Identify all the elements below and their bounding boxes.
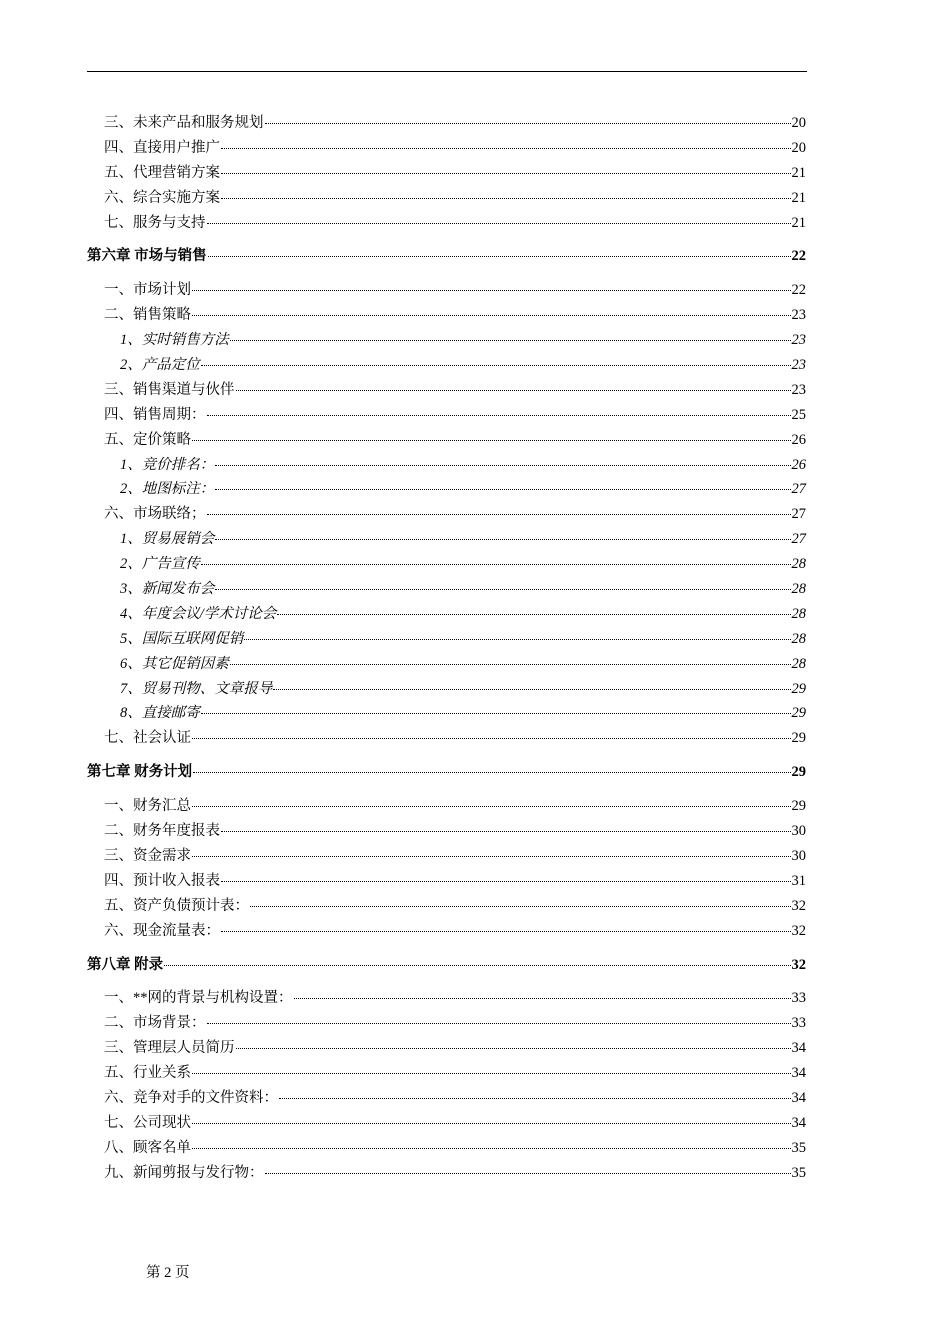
toc-entry-page-number: 30 [791,847,806,864]
toc-entry-label: 7、贸易刊物、文章报导 [120,680,273,697]
toc-entry-label: 6、其它促销因素 [120,655,229,672]
toc-entry[interactable] [87,211,806,236]
toc-entry-page-number: 34 [791,1065,806,1082]
toc-entry-page-number: 29 [791,730,806,747]
toc-entry-page-number: 32 [791,897,806,914]
dot-leader [221,147,791,149]
toc-entry-label: 4、年度会议/学术讨论会 [120,605,277,622]
toc-entry-page-number: 34 [791,1040,806,1057]
toc-entry-label: 2、产品定位 [120,357,200,374]
dot-leader [215,488,790,490]
toc-entry[interactable] [87,1011,806,1036]
toc-entry[interactable] [87,111,806,136]
dot-leader [244,638,790,640]
toc-entry-label: 六、市场联络； [104,506,206,523]
toc-entry-page-number: 32 [791,922,806,939]
toc-entry[interactable] [87,303,806,328]
toc-entry-page-number: 34 [791,1089,806,1106]
toc-entry-page-number: 21 [791,189,806,206]
toc-entry-label: 1、贸易展销会 [120,531,215,548]
toc-entry-label: 六、综合实施方案 [104,189,220,206]
toc-entry[interactable] [87,1136,806,1161]
dot-leader [192,289,791,291]
dot-leader [236,1047,791,1049]
toc-entry[interactable] [87,1086,806,1111]
toc-entry-page-number: 29 [791,705,806,722]
toc-entry-page-number: 34 [791,1114,806,1131]
toc-entry-label: 8、直接邮寄 [120,705,200,722]
toc-entry-label: 2、地图标注： [120,481,215,498]
toc-entry-label: 二、财务年度报表 [104,823,220,840]
table-of-contents [87,111,806,1186]
toc-entry-page-number: 20 [791,139,806,156]
toc-entry-label: 九、新闻剪报与发行物： [104,1164,264,1181]
toc-entry-label: 四、直接用户推广 [104,139,220,156]
toc-entry[interactable] [87,652,806,677]
toc-entry[interactable] [87,527,806,552]
toc-entry-page-number: 25 [791,406,806,423]
toc-entry-page-number: 23 [791,332,806,349]
dot-leader [208,255,791,257]
dot-leader [250,905,791,907]
toc-entry-label: 第六章 市场与销售 [87,248,207,265]
toc-entry-page-number: 29 [791,798,806,815]
toc-entry-page-number: 27 [791,481,806,498]
toc-entry-label: 五、代理营销方案 [104,164,220,181]
toc-entry[interactable] [87,186,806,211]
toc-entry[interactable] [87,894,806,919]
toc-entry[interactable] [87,502,806,527]
dot-leader [221,880,791,882]
dot-leader [164,964,790,966]
toc-entry-page-number: 33 [791,1015,806,1032]
toc-entry-page-number: 27 [791,531,806,548]
dot-leader [294,997,791,999]
toc-entry-label: 1、竞价排名： [120,456,215,473]
toc-entry-label: 五、行业关系 [104,1065,191,1082]
toc-entry-label: 七、服务与支持 [104,214,206,231]
toc-entry[interactable] [87,477,806,502]
dot-leader [201,563,791,565]
toc-entry[interactable] [87,161,806,186]
toc-entry-page-number: 22 [791,282,806,299]
toc-entry[interactable] [87,1061,806,1086]
toc-entry-label: 3、新闻发布会 [120,581,215,598]
toc-entry-label: 二、市场背景： [104,1015,206,1032]
toc-entry-page-number: 35 [791,1139,806,1156]
toc-entry-page-number: 23 [791,381,806,398]
toc-entry-page-number: 31 [791,872,806,889]
toc-entry-label: 5、国际互联网促销 [120,630,244,647]
toc-entry[interactable] [87,819,806,844]
toc-entry[interactable] [87,552,806,577]
dot-leader [192,805,791,807]
toc-entry-page-number: 20 [791,115,806,131]
toc-entry[interactable] [87,378,806,403]
toc-entry[interactable] [87,577,806,602]
toc-entry-page-number: 26 [791,431,806,448]
toc-entry[interactable] [87,726,806,751]
toc-entry-page-number: 28 [791,655,806,672]
dot-leader [215,538,790,540]
dot-leader [192,1122,791,1124]
toc-chapter-entry[interactable] [87,953,806,978]
toc-entry[interactable] [87,869,806,894]
dot-leader [207,513,791,515]
toc-entry[interactable] [87,353,806,378]
toc-entry-label: 三、销售渠道与伙伴 [104,381,235,398]
toc-entry-label: 六、现金流量表： [104,922,220,939]
dot-leader [279,1097,791,1099]
toc-chapter-entry[interactable] [87,244,806,269]
toc-chapter-entry[interactable] [87,760,806,785]
toc-entry-page-number: 21 [791,214,806,231]
toc-entry-label: 一、**网的背景与机构设置： [104,990,293,1007]
toc-entry[interactable] [87,328,806,353]
toc-entry[interactable] [87,1111,806,1136]
dot-leader [201,364,791,366]
toc-entry[interactable] [87,677,806,702]
dot-leader [273,688,790,690]
toc-entry[interactable] [87,794,806,819]
toc-entry[interactable] [87,1036,806,1061]
toc-entry[interactable] [87,453,806,478]
toc-entry[interactable] [87,403,806,428]
dot-leader [215,464,790,466]
toc-entry-page-number: 28 [791,630,806,647]
toc-entry[interactable] [87,701,806,726]
toc-entry-page-number: 22 [791,248,806,265]
toc-entry-page-number: 33 [791,990,806,1007]
toc-entry[interactable] [87,919,806,944]
dot-leader [265,1172,791,1174]
toc-entry-label: 五、资产负债预计表： [104,897,249,914]
toc-entry-page-number: 21 [791,164,806,181]
toc-entry-label: 四、销售周期： [104,406,206,423]
toc-entry-label: 第八章 附录 [87,956,164,973]
dot-leader [192,314,791,316]
dot-leader [230,339,791,341]
dot-leader [221,172,791,174]
toc-entry[interactable] [87,986,806,1011]
dot-leader [221,830,791,832]
toc-entry-label: 六、竞争对手的文件资料： [104,1089,278,1106]
toc-entry[interactable] [87,602,806,627]
toc-entry-page-number: 27 [791,506,806,523]
toc-entry-label: 二、销售策略 [104,307,191,324]
toc-entry-page-number: 29 [791,680,806,697]
dot-leader [192,855,791,857]
dot-leader [207,414,791,416]
page-number-footer: 第 2 页 [146,1265,190,1281]
toc-entry-page-number: 26 [791,456,806,473]
toc-entry-page-number: 28 [791,556,806,573]
toc-entry[interactable] [87,136,806,161]
toc-entry-label: 一、市场计划 [104,282,191,299]
toc-entry[interactable] [87,428,806,453]
toc-entry-label: 1、实时销售方法 [120,332,229,349]
dot-leader [230,663,791,665]
toc-entry-page-number: 32 [791,956,806,973]
toc-entry-label: 七、公司现状 [104,1114,191,1131]
toc-entry-page-number: 29 [791,764,806,781]
toc-entry-page-number: 30 [791,823,806,840]
toc-entry-label: 七、社会认证 [104,730,191,747]
header-rule [87,71,807,72]
dot-leader [192,439,791,441]
dot-leader [207,1022,791,1024]
toc-entry-label: 三、管理层人员简历 [104,1040,235,1057]
dot-leader [221,930,791,932]
dot-leader [193,771,790,773]
toc-entry-label: 五、定价策略 [104,431,191,448]
toc-entry-label: 第七章 财务计划 [87,764,193,781]
toc-entry[interactable] [87,278,806,303]
dot-leader [215,588,790,590]
toc-entry-page-number: 28 [791,605,806,622]
dot-leader [236,389,791,391]
dot-leader [192,1147,791,1149]
toc-entry-label: 三、资金需求 [104,847,191,864]
dot-leader [265,122,791,124]
dot-leader [221,197,791,199]
toc-entry-label: 三、未来产品和服务规划 [104,115,264,131]
dot-leader [201,712,791,714]
toc-entry-label: 2、广告宣传 [120,556,200,573]
dot-leader [207,222,791,224]
toc-entry-label: 一、财务汇总 [104,798,191,815]
toc-entry-label: 四、预计收入报表 [104,872,220,889]
toc-entry[interactable] [87,844,806,869]
toc-entry[interactable] [87,1161,806,1186]
dot-leader [277,613,790,615]
dot-leader [192,1072,791,1074]
toc-entry-label: 八、顾客名单 [104,1139,191,1156]
dot-leader [192,737,791,739]
toc-entry[interactable] [87,627,806,652]
toc-entry-page-number: 28 [791,581,806,598]
toc-entry-page-number: 23 [791,357,806,374]
toc-entry-page-number: 23 [791,307,806,324]
toc-entry-page-number: 35 [791,1164,806,1181]
